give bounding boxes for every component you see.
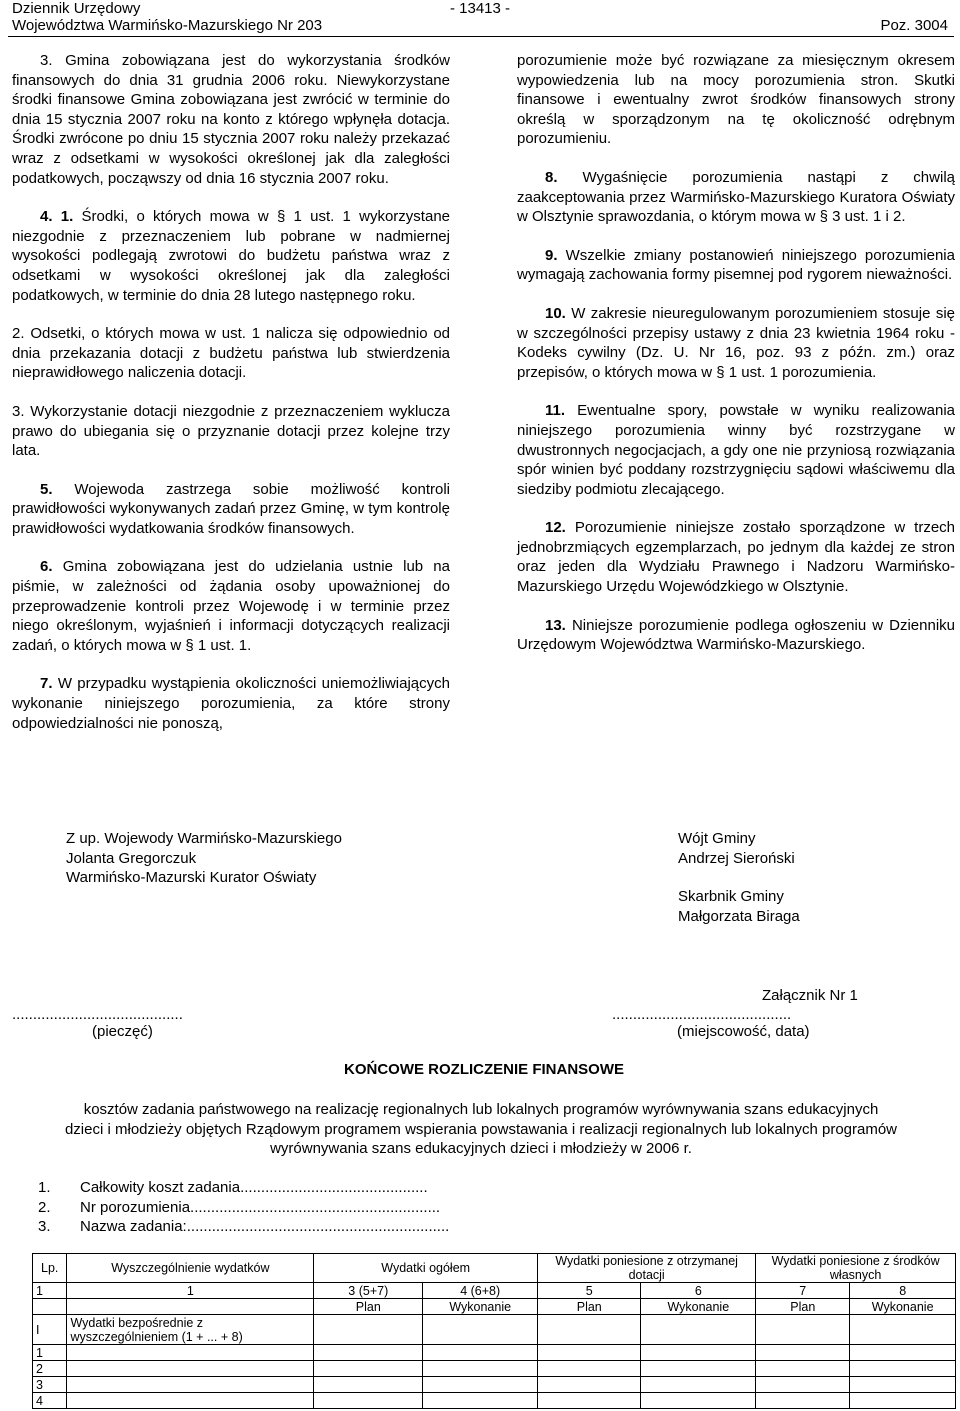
financial-table <box>32 1253 956 1409</box>
annex-list <box>38 1178 449 1237</box>
list-item: 2. Nr porozumienia............................................................ <box>38 1198 441 1216</box>
signature-voivode: Z up. Wojewody Warmińsko-Mazurskiego Jolanta Gregorczuk Warmińsko-Mazurski Kurator Oświaty <box>66 830 342 887</box>
paragraph: 3. Wykorzystanie dotacji niezgodnie z przeznaczeniem wyklucza prawo do ubiegania się o przyznanie dotacji przez kolejne trzy lata. <box>12 402 451 460</box>
annex-intro: kosztów zadania państwowego na realizację regionalnych lub lokalnych programów wyrównywania szans edukacyjnych dzieci i młodzieży objętych Rządowym programem wspierania powstawania i realizacji regionalnych lub lokalnych programów wyrównywania szans edukacyjnych dzieci i młodzieży w 2006 r. <box>64 1101 898 1158</box>
signature-wojt: Wójt Gminy Andrzej Sieroński <box>678 830 795 867</box>
journal-region: Województwa Warmińsko-Mazurskiego Nr 203 <box>12 17 323 34</box>
table-row: I Wydatki bezpośrednie z wyszczególnieniem (1 + ... + 8) <box>33 1315 956 1345</box>
signature-treasurer: Skarbnik Gminy Małgorzata Biraga <box>678 888 800 925</box>
annex-title: KOŃCOWE ROZLICZENIE FINANSOWE <box>344 1061 624 1078</box>
paragraph: 10. W zakresie nieuregulowanym porozumieniem stosuje się w szczególności przepisy ustawy z dnia 23 kwietnia 1964 roku - Kodeks cywilny (Dz. U. Nr 16, poz. 93 z późn. zm.) oraz przepisów, o których mowa w § 1 ust. 1 porozumienia. <box>517 304 955 381</box>
paragraph: 3. Gmina zobowiązana jest do wykorzystania środków finansowych do dnia 31 grudnia 2006 roku. Niewykorzystane środki finansowe Gmina zobowiązana jest zwrócić w terminie do dnia 15 stycznia 2007 roku na konto z którego wpłynęła dotacja. Środki zwrócone po dniu 15 stycznia 2007 roku należy przekazać wraz z odsetkami w wysokości określonej jak dla zaległości podatkowych, począwszy od dnia 16 stycznia 2007 roku. <box>12 52 451 187</box>
left-column <box>12 51 450 733</box>
table-row: 1 <box>33 1345 956 1361</box>
paragraph: 9. Wszelkie zmiany postanowień niniejszego porozumienia wymagają zachowania formy pisemnej pod rygorem nieważności. <box>517 246 955 284</box>
list-item: 1. Całkowity koszt zadania............................................. <box>38 1179 428 1196</box>
right-column <box>517 51 955 655</box>
header-total: Wydatki ogółem <box>314 1254 538 1283</box>
paragraph: 7. W przypadku wystąpienia okoliczności uniemożliwiających wykonanie niniejszego porozumienia, za które strony odpowiedzialności nie ponoszą, <box>12 675 450 732</box>
table-header-row <box>33 1254 956 1283</box>
paragraph: 13. Niniejsze porozumienie podlega ogłoszeniu w Dzienniku Urzędowym Województwa Warmińsko-Mazurskiego. <box>517 616 955 654</box>
table-row: 2 <box>33 1361 956 1377</box>
page-number: - 13413 - <box>449 0 511 17</box>
table-row: 3 <box>33 1377 956 1393</box>
position-number: Poz. 3004 <box>880 17 948 34</box>
header-description: Wyszczególnienie wydatków <box>67 1254 314 1283</box>
paragraph: 8. Wygaśnięcie porozumienia nastąpi z chwilą zaakceptowania przez Warmińsko-Mazurskiego Kuratora Oświaty w Olsztynie sprawozdania, o którym mowa w § 3 ust. 1 i 2. <box>517 168 955 226</box>
paragraph: 12. Porozumienie niniejsze zostało sporządzone w trzech jednobrzmiących egzemplarzach, po jednym dla każdej ze stron oraz jeden dla Wydziału Prawnego i Nadzoru Warmińsko-Mazurskiego Urzędu Wojewódzkiego w Olsztynie. <box>517 519 956 596</box>
paragraph: 11. Ewentualne spory, powstałe w wyniku realizowania niniejszego porozumienia winny być rozstrzygane w dwustronnych negocjacjach, a gdy one nie przyniosą rozwiązania spór winien być poddany rozstrzygnięciu sądowi właściwemu dla siedziby podmiotu zlecającego. <box>517 402 956 498</box>
header-own-funds: Wydatki poniesione z środków własnych <box>756 1254 956 1283</box>
paragraph: porozumienie może być rozwiązane za miesięcznym okresem wypowiedzenia lub na mocy porozumienia stron. Skutki finansowe i ewentualny zwrot środków finansowych strony określą w sporządzonym na tę okoliczność odrębnym porozumieniu. <box>517 52 955 148</box>
place-date-label: (miejscowość, data) <box>677 1023 810 1040</box>
header-grant: Wydatki poniesione z otrzymanej dotacji <box>538 1254 756 1283</box>
place-date-dots: ........................................... <box>612 1006 792 1023</box>
annex-label: Załącznik Nr 1 <box>762 987 858 1004</box>
stamp-label: (pieczęć) <box>92 1023 153 1040</box>
stamp-dots: ......................................... <box>12 1006 183 1023</box>
list-item: 3. Nazwa zadania:............................................................... <box>38 1218 450 1236</box>
paragraph: 5. Wojewoda zastrzega sobie możliwość kontroli prawidłowości wykonywanych zadań przez Gminę, w tym kontrolę prawidłowości wydatkowania środków finansowych. <box>12 480 450 537</box>
paragraph: 4. 1. Środki, o których mowa w § 1 ust. 1 wykorzystane niezgodnie z przeznaczeniem lub pobrane w nadmiernej wysokości podlegają zwrotowi do budżetu państwa wraz z odsetkami w wysokości określonej jak dla zaległości podatkowych, w terminie do dnia 28 lutego następnego roku. <box>12 208 451 304</box>
header-divider <box>8 36 954 37</box>
paragraph: 2. Odsetki, o których mowa w ust. 1 nalicza się odpowiednio od dnia przekazania dotacji z budżetu państwa lub stwierdzenia nieprawidłowego naliczenia dotacji. <box>12 325 450 382</box>
paragraph: 6. Gmina zobowiązana jest do udzielania ustnie lub na piśmie, w zależności od żądania osoby upoważnionej do przeprowadzenie kontroli przez Wojewodę i w terminie przez niego określonym, wyjaśnień i informacji dotyczących realizacji zadań, o których mowa w § 1 ust. 1. <box>12 558 450 654</box>
header-lp: Lp. <box>33 1254 67 1283</box>
table-row: 4 <box>33 1393 956 1409</box>
table-subheader-row: Plan Wykonanie Plan Wykonanie Plan Wykonanie <box>33 1299 956 1315</box>
table-number-row: 1 1 3 (5+7) 4 (6+8) 5 6 7 8 <box>33 1283 956 1299</box>
journal-title: Dziennik Urzędowy <box>12 0 141 17</box>
